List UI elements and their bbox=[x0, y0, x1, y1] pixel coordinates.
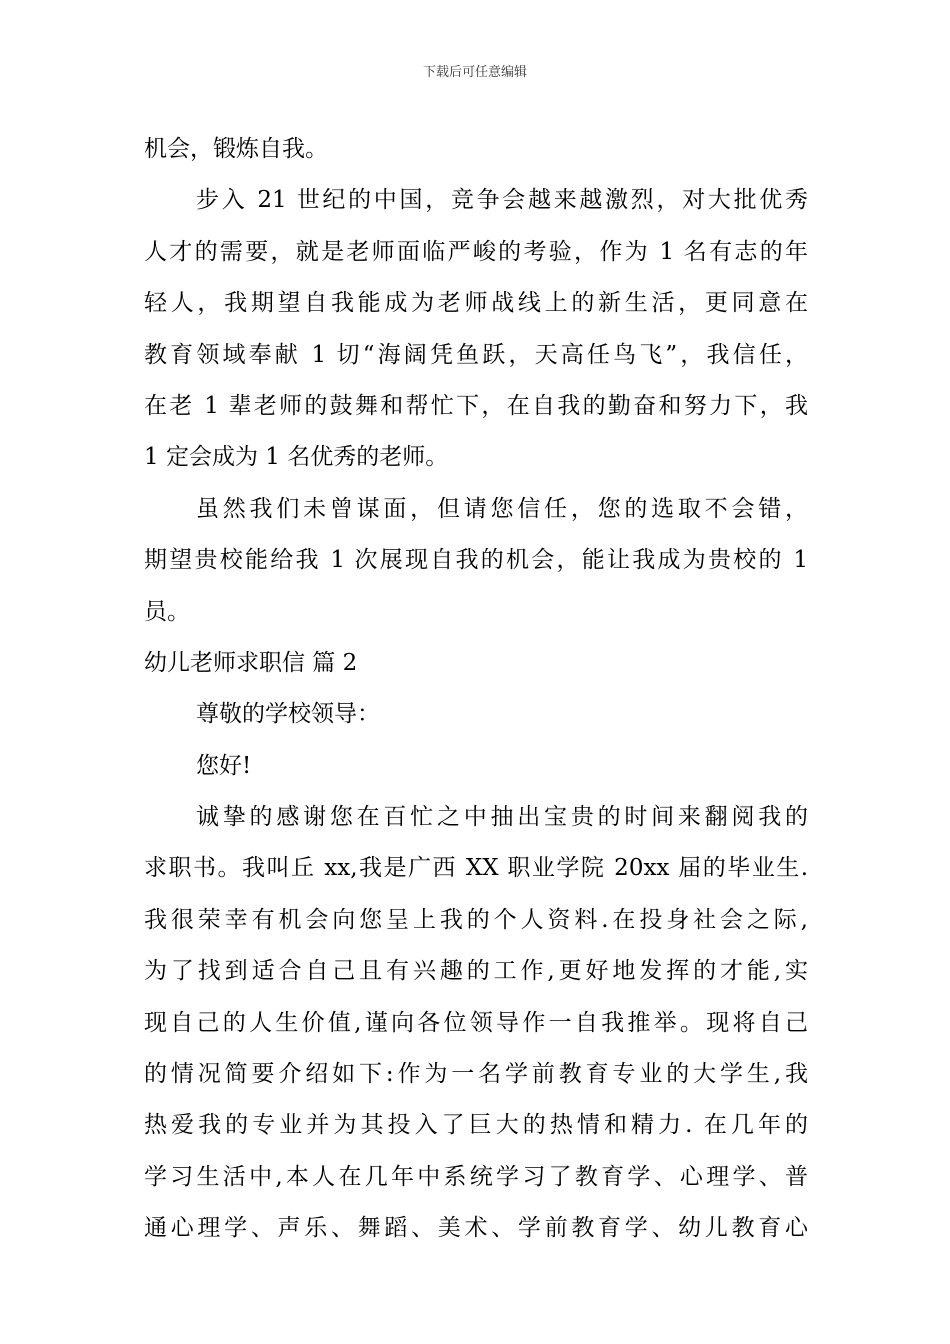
text-line: 轻人，我期望自我能成为老师战线上的新生活，更同意在 bbox=[144, 290, 808, 317]
text-line: 1 定会成为 1 名优秀的老师。 bbox=[144, 444, 449, 471]
text-line: 求职书。我叫丘 xx,我是广西 XX 职业学院 20xx 届的毕业生. bbox=[144, 855, 808, 882]
section-heading: 幼儿老师求职信 篇 2 bbox=[144, 649, 358, 676]
text-line: 诚挚的感谢您在百忙之中抽出宝贵的时间来翻阅我的 bbox=[196, 804, 808, 831]
text-line: 人才的需要，就是老师面临严峻的考验，作为 1 名有志的年 bbox=[144, 238, 808, 265]
text-line: 在老 1 辈老师的鼓舞和帮忙下，在自我的勤奋和努力下，我 bbox=[144, 392, 808, 419]
text-line: 学习生活中,本人在几年中系统学习了教育学、心理学、普 bbox=[144, 1163, 808, 1190]
text-line: 机会，锻炼自我。 bbox=[144, 136, 328, 162]
text-line: 员。 bbox=[144, 598, 190, 625]
greeting: 您好! bbox=[196, 752, 252, 779]
text-line: 期望贵校能给我 1 次展现自我的机会，能让我成为贵校的 1 bbox=[144, 547, 808, 574]
text-line: 为了找到适合自己且有兴趣的工作,更好地发挥的才能,实 bbox=[144, 958, 808, 985]
text-line: 步入 21 世纪的中国，竞争会越来越激烈，对大批优秀 bbox=[196, 187, 808, 214]
document-body bbox=[144, 124, 808, 1255]
text-line: 的情况简要介绍如下:作为一名学前教育专业的大学生,我 bbox=[144, 1061, 808, 1088]
text-line: 教育领域奉献 1 切“海阔凭鱼跃，天高任鸟飞”，我信任， bbox=[144, 341, 808, 368]
text-line: 虽然我们未曾谋面，但请您信任，您的选取不会错， bbox=[196, 495, 808, 522]
text-line: 通心理学、声乐、舞蹈、美术、学前教育学、幼儿教育心 bbox=[144, 1215, 808, 1242]
page-header: 下载后可任意编辑 bbox=[422, 65, 527, 80]
text-line: 我很荣幸有机会向您呈上我的个人资料.在投身社会之际, bbox=[144, 906, 808, 933]
text-line: 现自己的人生价值,谨向各位领导作一自我推举。现将自己 bbox=[144, 1009, 808, 1036]
text-line: 热爱我的专业并为其投入了巨大的热情和精力. 在几年的 bbox=[144, 1112, 808, 1139]
salutation: 尊敬的学校领导： bbox=[196, 701, 380, 728]
